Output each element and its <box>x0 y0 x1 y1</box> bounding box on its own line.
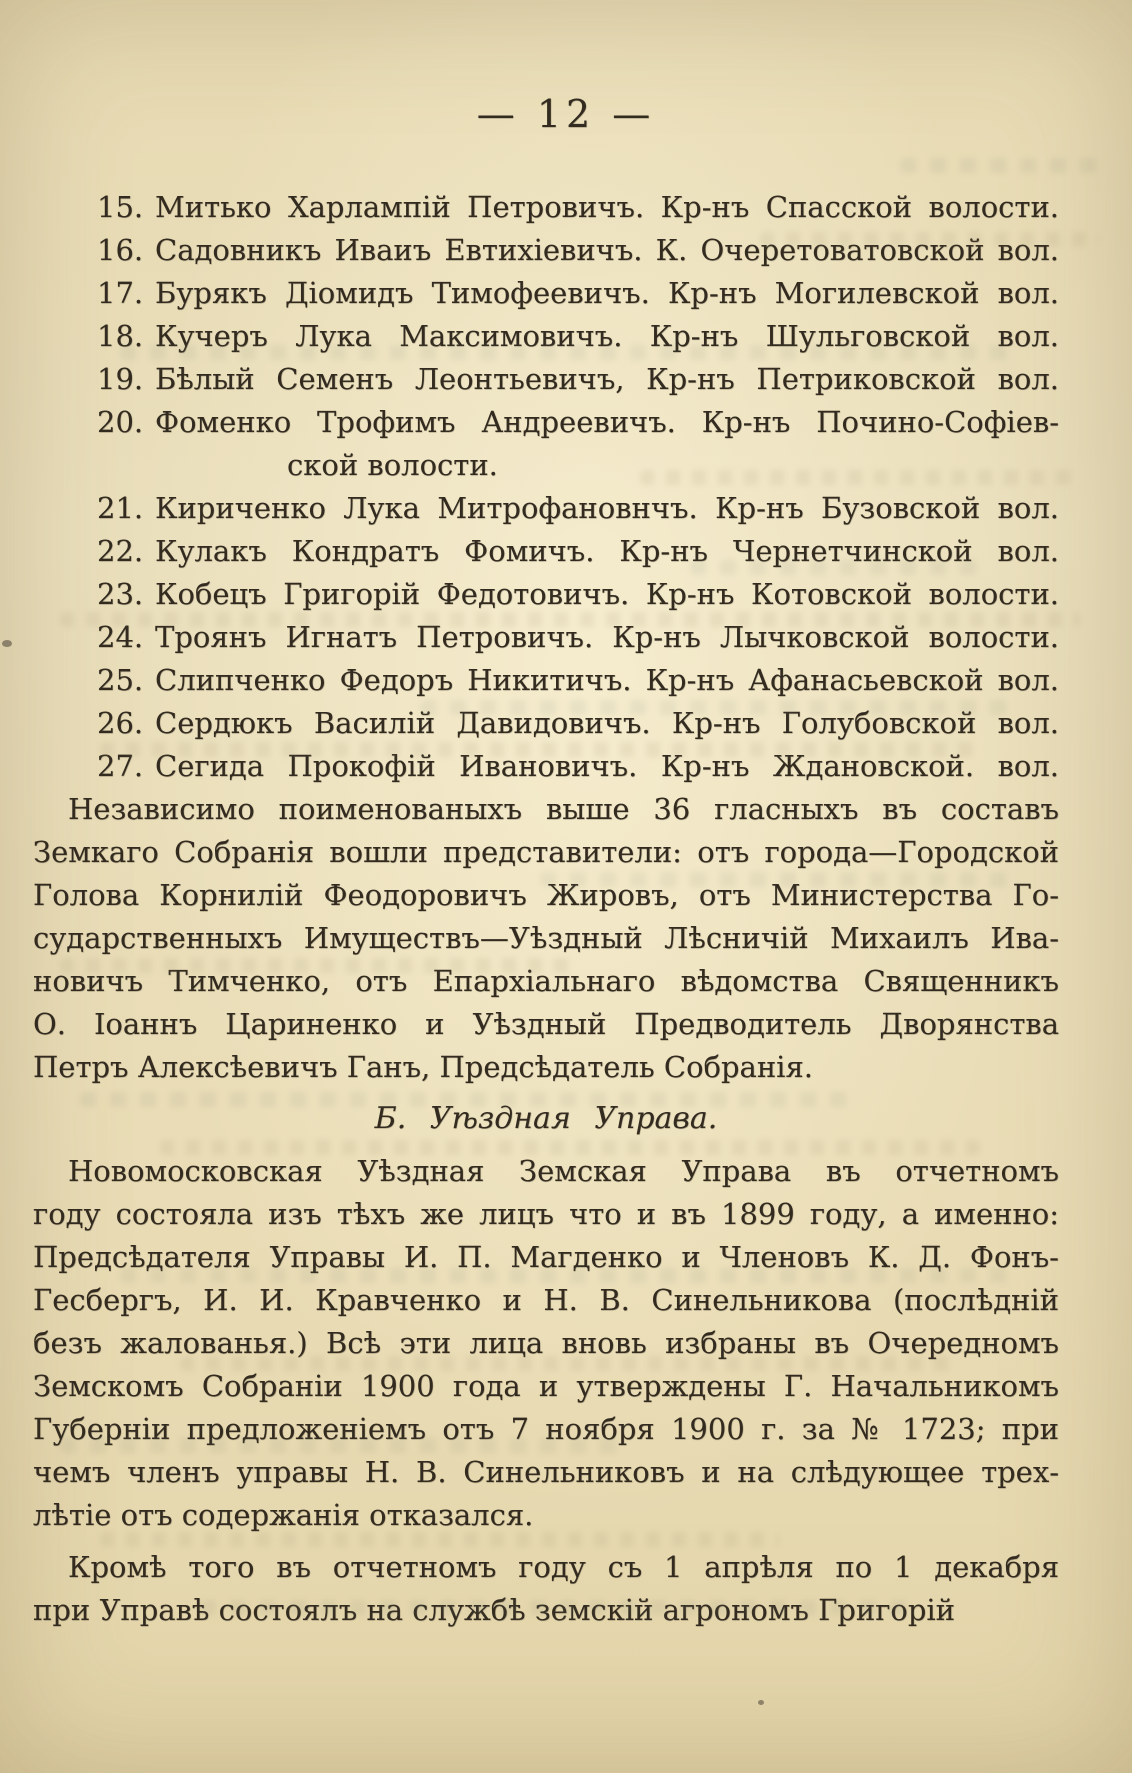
list-item-text: Кулакъ Кондратъ Фомичъ. Кр-нъ Чернетчинской вол. <box>155 534 1059 568</box>
text-line: Голова Корнилій Феодоровичъ Жировъ, отъ Министерства Го- <box>33 878 1059 912</box>
text-line: сударственныхъ Имуществъ—Уѣздный Лѣсничій Михаилъ Ива- <box>33 921 1059 955</box>
text-line: новичъ Тимченко, отъ Епархіальнаго вѣдомства Священникъ <box>33 964 1059 998</box>
list-item-number: 19. <box>97 362 144 396</box>
text-line: Петръ Алексѣевичъ Ганъ, Предсѣдатель Собранія. <box>33 1050 813 1084</box>
list-item-number: 22. <box>97 534 144 568</box>
list-item <box>33 659 1059 702</box>
text-line: Кромѣ того въ отчетномъ году съ 1 апрѣля по 1 декабря <box>68 1550 1059 1584</box>
list-item-number: 16. <box>97 233 144 267</box>
list-item-number: 17. <box>97 276 144 310</box>
text-line: Независимо поименованыхъ выше 36 гласныхъ въ составъ <box>68 792 1059 826</box>
list-item <box>33 616 1059 659</box>
list-item-text: Сегида Прокофій Ивановичъ. Кр-нъ Ждановской. вол. <box>155 749 1059 783</box>
delegates-list <box>33 186 1059 788</box>
list-item-number: 24. <box>97 620 144 654</box>
list-item-number: 20. <box>97 405 144 439</box>
ink-speck <box>2 640 12 647</box>
list-item-number: 15. <box>97 190 144 224</box>
list-item-text: Кириченко Лука Митрофановнчъ. Кр-нъ Бузовской вол. <box>155 491 1059 525</box>
text-line: лѣтіе отъ содержанія отказался. <box>33 1498 534 1532</box>
list-item-text: Бурякъ Діомидъ Тимофеевичъ. Кр-нъ Могилевской вол. <box>155 276 1059 310</box>
list-item-text: Фоменко Трофимъ Андреевичъ. Кр-нъ Почино-Софіев- <box>155 405 1059 439</box>
list-item-text: Бѣлый Семенъ Леонтьевичъ, Кр-нъ Петриковской вол. <box>155 362 1059 396</box>
list-item-number: 18. <box>97 319 144 353</box>
text-line: Гесбергъ, И. И. Кравченко и Н. В. Синельникова (послѣдній <box>33 1283 1059 1317</box>
page-header <box>0 0 1132 142</box>
list-item <box>33 229 1059 272</box>
text-line: при Управѣ состоялъ на службѣ земскій агрономъ Григорій <box>33 1593 956 1627</box>
list-item-text: Митько Харлампій Петровичъ. Кр-нъ Спасской волости. <box>155 190 1059 224</box>
list-item <box>33 401 1059 444</box>
list-item <box>33 358 1059 401</box>
list-item-text: Слипченко Федоръ Никитичъ. Кр-нъ Афанасьевской вол. <box>155 663 1059 697</box>
list-item-continuation: ской волости. <box>287 448 498 482</box>
list-item <box>33 315 1059 358</box>
text-line: Новомосковская Уѣздная Земская Управа въ отчетномъ <box>68 1154 1059 1188</box>
paragraph-members-note <box>33 788 1059 1089</box>
list-item-text: Сердюкъ Василій Давидовичъ. Кр-нъ Голубовской вол. <box>155 706 1059 740</box>
text-line: Предсѣдателя Управы И. П. Магденко и Членовъ К. Д. Фонъ- <box>33 1240 1059 1274</box>
list-item <box>33 702 1059 745</box>
text-line: О. Іоаннъ Цариненко и Уѣздный Предводитель Дворянства <box>33 1007 1059 1041</box>
bleed-through-artifact <box>900 158 1100 173</box>
list-item-number: 27. <box>97 749 144 783</box>
text-line: Земкаго Собранія вошли представители: отъ города—Городской <box>33 835 1059 869</box>
section-heading: Б. Уѣздная Управа. <box>374 1101 718 1136</box>
text-line: Земскомъ Собраніи 1900 года и утверждены Г. Начальникомъ <box>33 1369 1059 1403</box>
list-item <box>33 186 1059 229</box>
paragraph-uprava-composition <box>33 1150 1059 1537</box>
list-item-text: Кучеръ Лука Максимовичъ. Кр-нъ Шульговской вол. <box>155 319 1059 353</box>
text-line: чемъ членъ управы Н. В. Синельниковъ и на слѣдующее трех- <box>33 1455 1059 1489</box>
list-item-number: 26. <box>97 706 144 740</box>
text-line: Губерніи предложеніемъ отъ 7 ноября 1900 г. за № 1723; при <box>33 1412 1059 1446</box>
page-content <box>33 186 1059 1632</box>
list-item-text: Кобецъ Григорій Федотовичъ. Кр-нъ Котовской волости. <box>155 577 1059 611</box>
list-item <box>33 487 1059 530</box>
paragraph-agronom <box>33 1546 1059 1632</box>
page-number: — 12 — <box>476 92 656 136</box>
ink-speck <box>758 1700 764 1705</box>
text-line: безъ жалованья.) Всѣ эти лица вновь избраны въ Очередномъ <box>33 1326 1059 1360</box>
list-item <box>33 745 1059 788</box>
list-item <box>33 573 1059 616</box>
list-item-text: Троянъ Игнатъ Петровичъ. Кр-нъ Лычковской волости. <box>155 620 1059 654</box>
list-item-number: 21. <box>97 491 144 525</box>
list-item <box>33 530 1059 573</box>
list-item <box>33 272 1059 315</box>
list-item-number: 23. <box>97 577 144 611</box>
list-item-text: Садовникъ Иваиъ Евтихіевичъ. К. Очеретоватовской вол. <box>155 233 1059 267</box>
text-line: году состояла изъ тѣхъ же лицъ что и въ 1899 году, а именно: <box>33 1197 1059 1231</box>
list-item-number: 25. <box>97 663 144 697</box>
